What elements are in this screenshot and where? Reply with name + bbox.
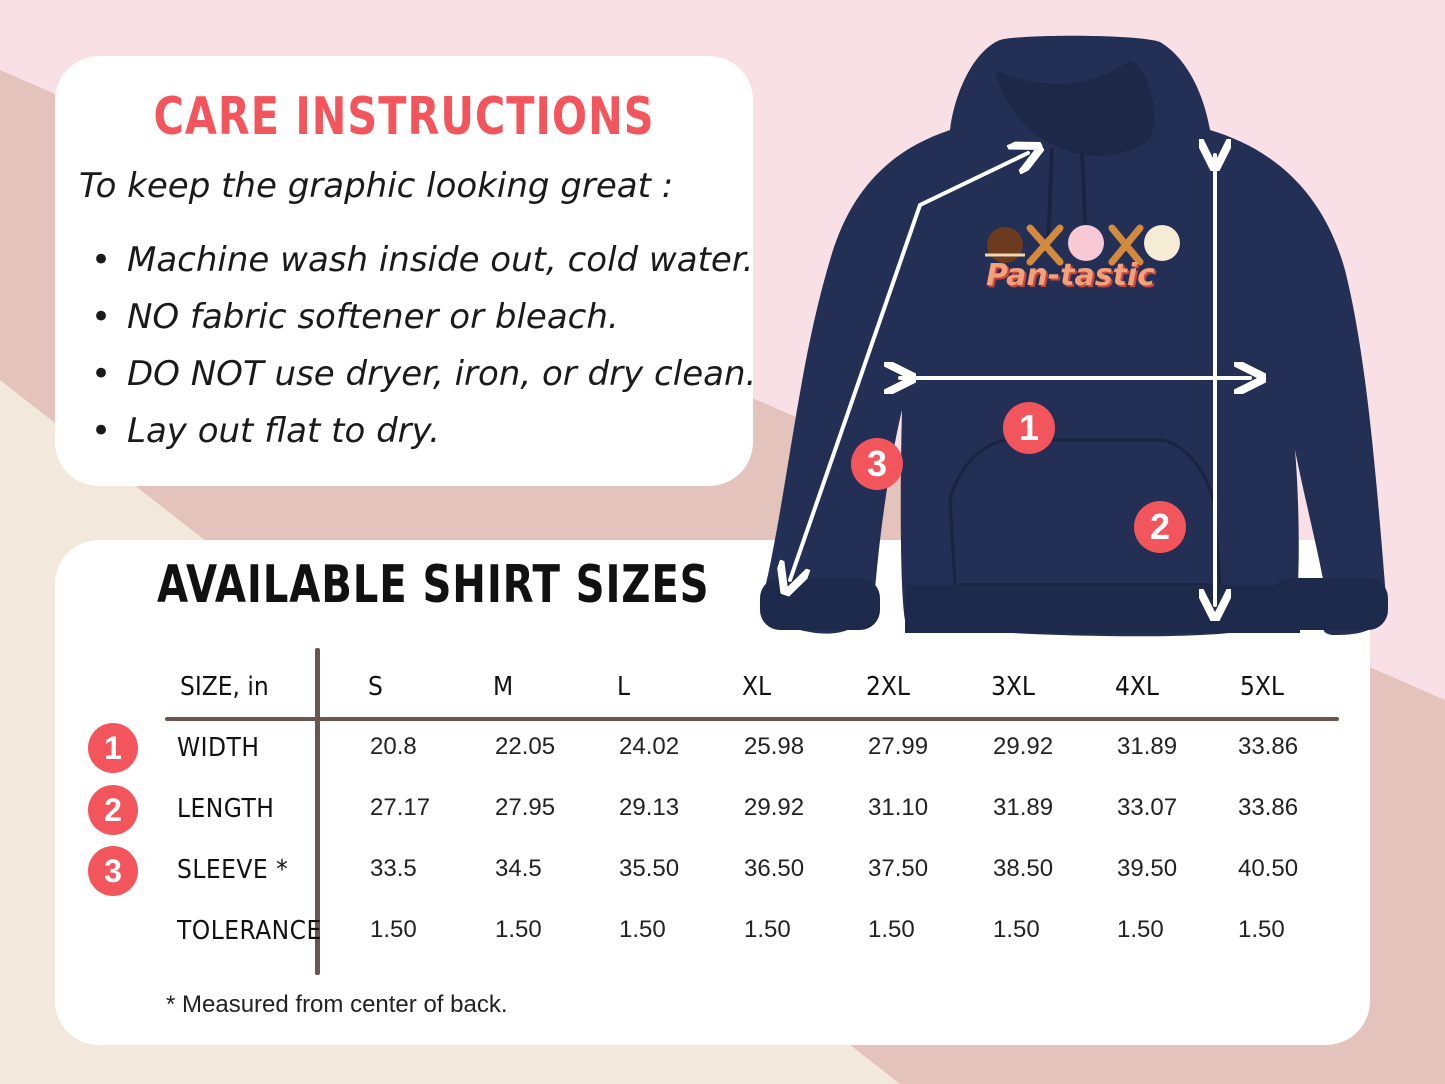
table-cell: 37.50 (868, 855, 929, 882)
care-title: CARE INSTRUCTIONS (153, 86, 655, 147)
table-cell: 1.50 (1238, 916, 1285, 943)
care-item: • DO NOT use dryer, iron, or dry clean. (91, 346, 756, 403)
table-cell: 31.10 (868, 794, 929, 821)
care-instructions-card (55, 56, 757, 486)
header-size-label: SIZE, in (180, 672, 269, 702)
row-label-width: WIDTH (177, 733, 260, 763)
table-cell: 29.92 (993, 733, 1054, 760)
table-cell: 27.95 (495, 794, 556, 821)
header-col-s: S (368, 672, 383, 702)
table-cell: 25.98 (744, 733, 805, 760)
row-label-tolerance: TOLERANCE (177, 916, 322, 946)
header-col-l: L (617, 672, 631, 702)
size-chart-title: AVAILABLE SHIRT SIZES (157, 555, 710, 615)
table-cell: 1.50 (868, 916, 915, 943)
header-col-2xl: 2XL (866, 672, 910, 702)
header-col-4xl: 4XL (1115, 672, 1159, 702)
table-cell: 27.99 (868, 733, 929, 760)
sleeve-marker-badge: 3 (851, 438, 903, 490)
hoodie-body (760, 36, 1388, 637)
table-cell: 34.5 (495, 855, 542, 882)
table-cell: 1.50 (993, 916, 1040, 943)
care-intro: To keep the graphic looking great : (79, 166, 674, 206)
care-item: • Lay out flat to dry. (91, 403, 756, 460)
table-cell: 33.86 (1238, 794, 1299, 821)
table-cell: 1.50 (619, 916, 666, 943)
hoodie-graphic-text: Pan-tastic (986, 258, 1155, 293)
length-marker-badge: 2 (1134, 501, 1186, 553)
header-col-5xl: 5XL (1240, 672, 1284, 702)
table-cell: 22.05 (495, 733, 556, 760)
table-cell: 40.50 (1238, 855, 1299, 882)
row-badge-1: 1 (88, 723, 138, 773)
table-cell: 1.50 (495, 916, 542, 943)
care-list (91, 232, 756, 460)
table-cell: 33.86 (1238, 733, 1299, 760)
table-cell: 39.50 (1117, 855, 1178, 882)
table-header-divider (165, 717, 1339, 721)
row-badge-3: 3 (88, 846, 138, 896)
table-cell: 31.89 (1117, 733, 1178, 760)
table-cell: 33.07 (1117, 794, 1178, 821)
table-cell: 29.13 (619, 794, 680, 821)
table-cell: 36.50 (744, 855, 805, 882)
header-col-m: M (493, 672, 514, 702)
table-cell: 1.50 (370, 916, 417, 943)
row-badge-2: 2 (88, 785, 138, 835)
table-cell: 20.8 (370, 733, 417, 760)
table-cell: 1.50 (744, 916, 791, 943)
care-item: • NO fabric softener or bleach. (91, 289, 756, 346)
table-cell: 1.50 (1117, 916, 1164, 943)
care-item: • Machine wash inside out, cold water. (91, 232, 756, 289)
header-col-xl: XL (742, 672, 772, 702)
table-cell: 29.92 (744, 794, 805, 821)
row-label-length: LENGTH (177, 794, 275, 824)
table-cell: 38.50 (993, 855, 1054, 882)
row-label-sleeve: SLEEVE * (177, 855, 289, 885)
hoodie-illustration (760, 30, 1400, 650)
footnote: * Measured from center of back. (166, 991, 508, 1018)
header-col-3xl: 3XL (991, 672, 1035, 702)
width-marker-badge: 1 (1003, 402, 1055, 454)
table-cell: 27.17 (370, 794, 431, 821)
table-cell: 24.02 (619, 733, 680, 760)
table-cell: 33.5 (370, 855, 417, 882)
table-cell: 31.89 (993, 794, 1054, 821)
table-cell: 35.50 (619, 855, 680, 882)
